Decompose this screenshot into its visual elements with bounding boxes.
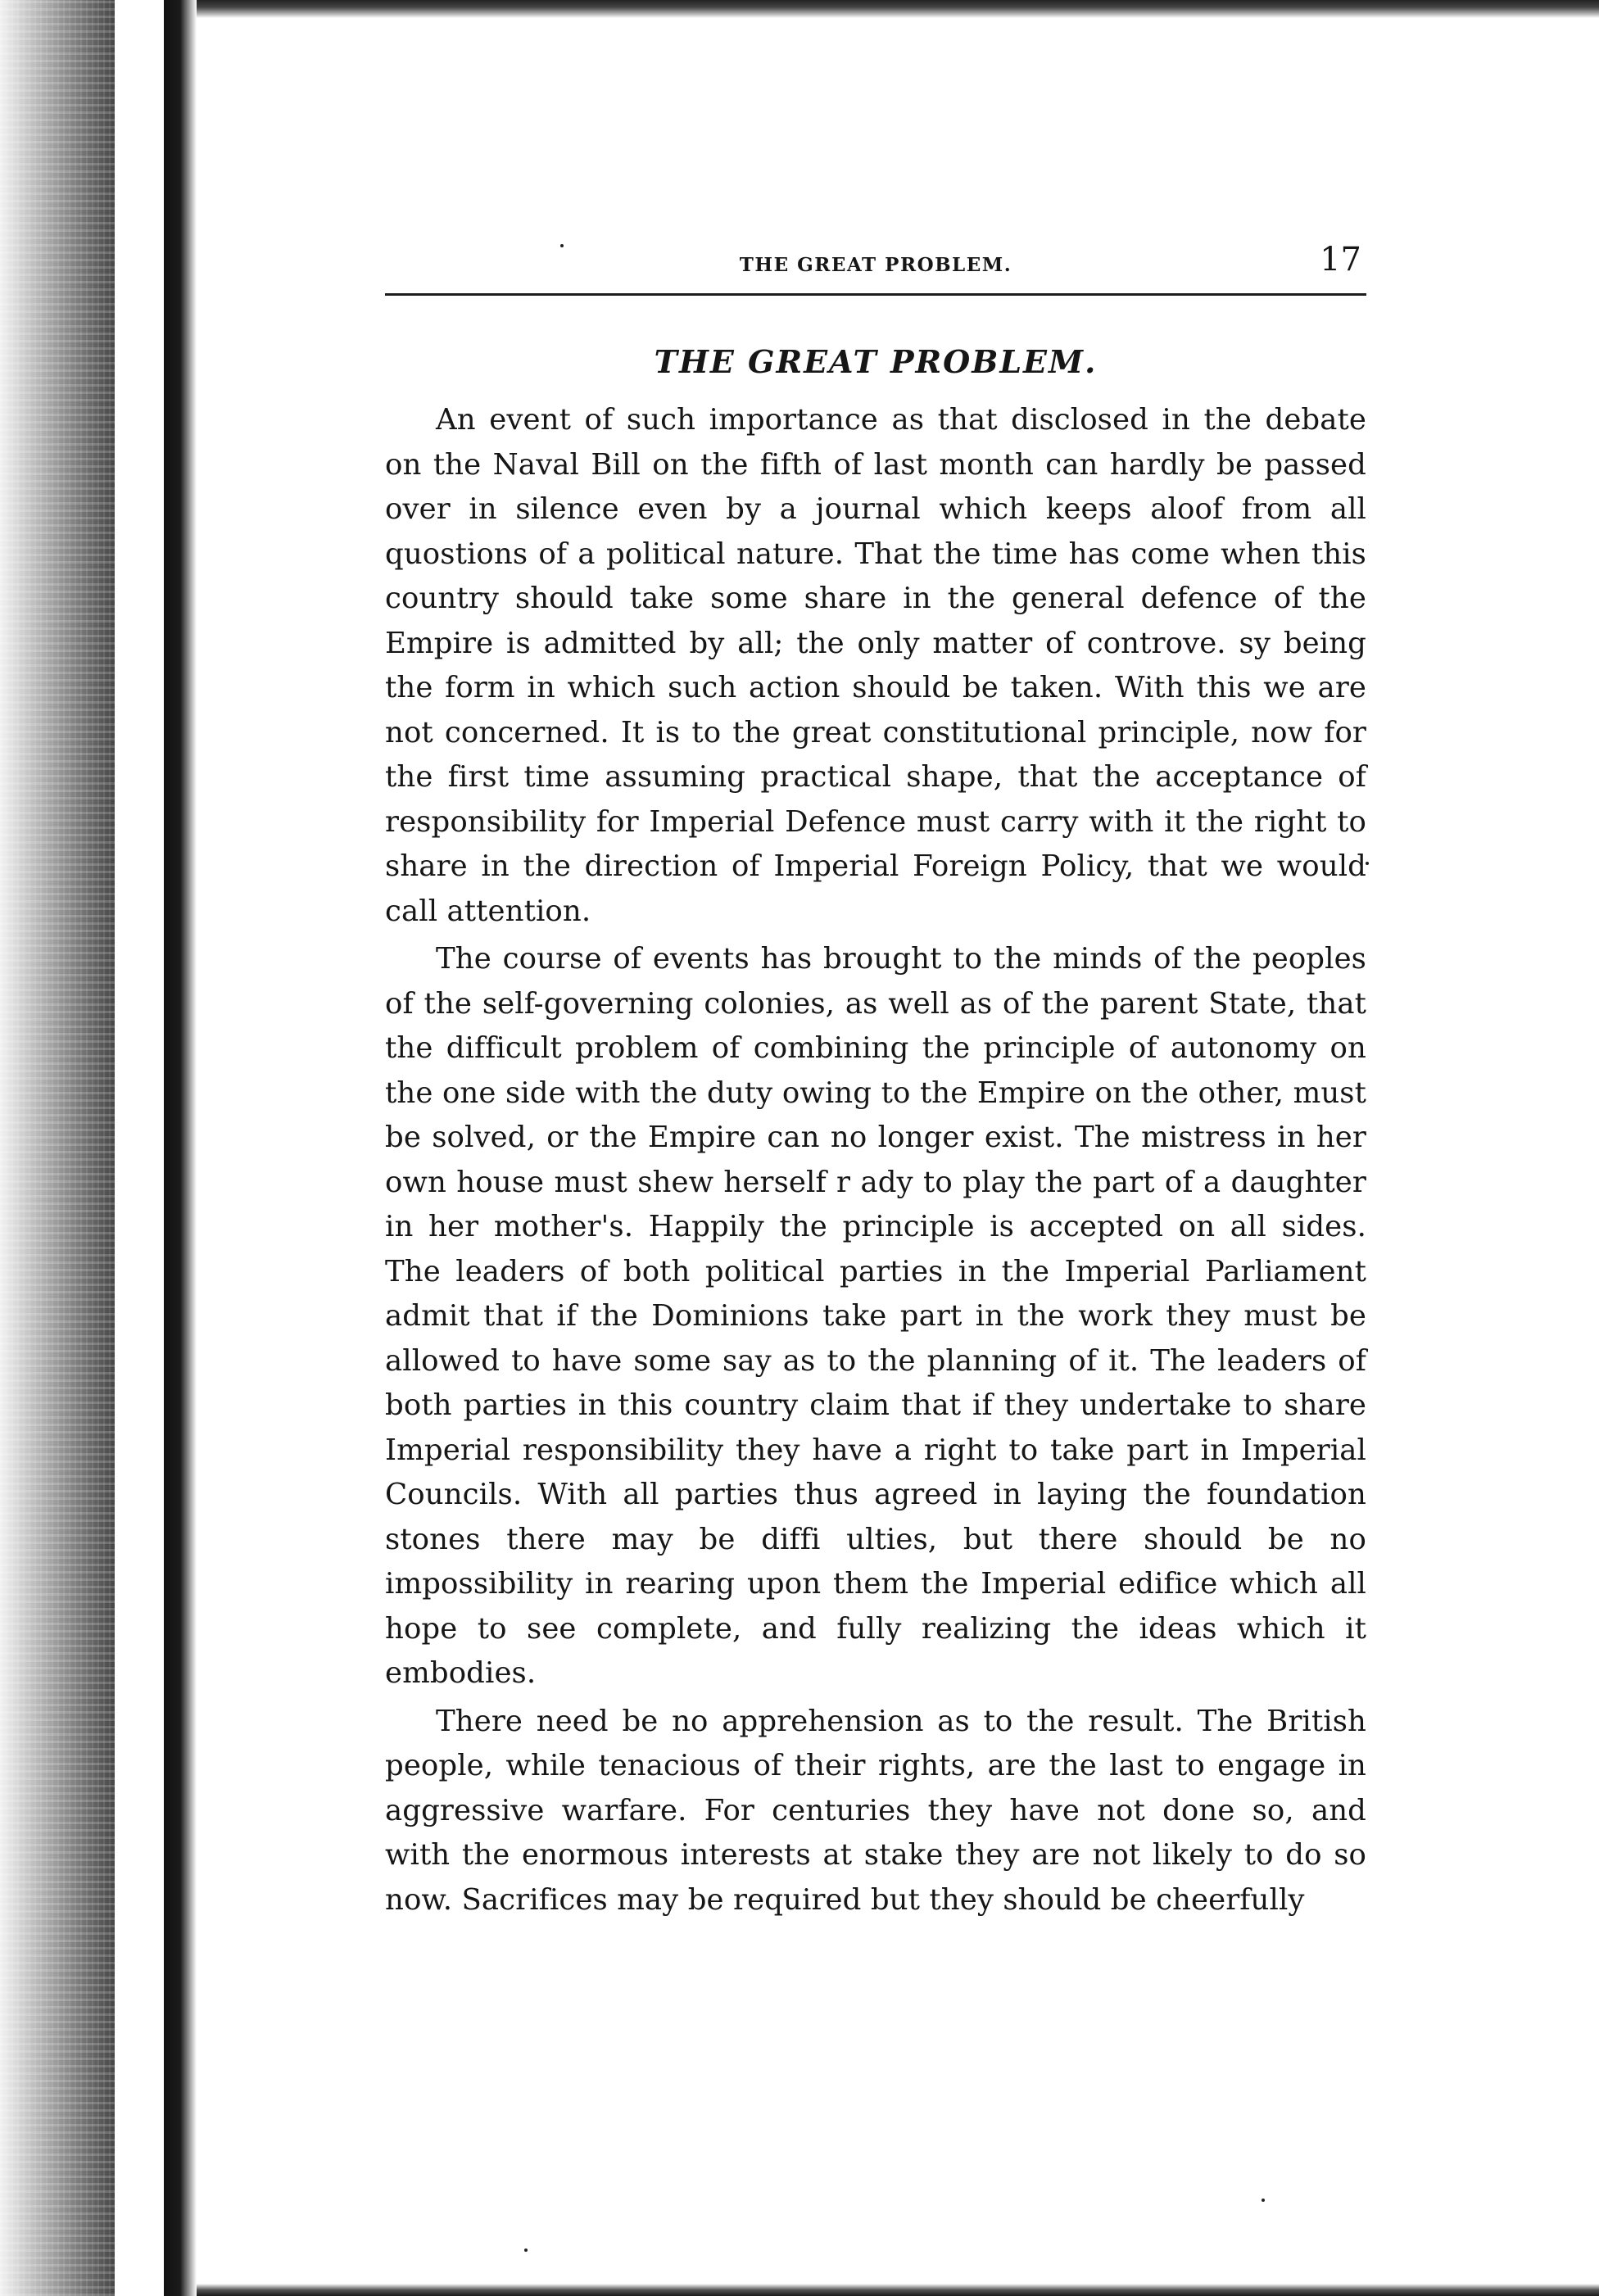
binding-shadow: [164, 0, 197, 2296]
dust-speck: [524, 2248, 528, 2252]
running-head: [385, 238, 1366, 283]
page-number: 17: [1320, 241, 1361, 279]
paragraph-3: There need be no apprehension as to the result. The British people, while tenacious of their rights, are the last to engage in aggressive warfare. For centuries they have not done so, and with the enormous interests at stake they are not likely to do so now. Sacrifices may be required but they should be cheerfully: [385, 1704, 1366, 1917]
top-edge: [197, 0, 1599, 18]
bottom-edge: [197, 2284, 1599, 2296]
page-content: [385, 238, 1366, 1926]
article-title: THE GREAT PROBLEM.: [654, 343, 1098, 380]
header-rule: [385, 293, 1366, 296]
dust-speck: [1262, 2199, 1265, 2202]
running-title: THE GREAT PROBLEM.: [739, 254, 1012, 276]
paragraph-2: The course of events has brought to the minds of the peoples of the self-governing colonies, as well as of the parent State, that the difficult problem of combining the principle of autonomy on the one side with the duty owing to the Empire on the other, must be solved, or the Empire can no longer exist. The mistress in her own house must shew herself r ady to play the part of a daughter in her mother's. Happily the principle is accepted on all sides. The leaders of both political parties in the Imperial Parliament admit that if the Dominions take part in the work they must be allowed to have some say as to the planning of it. The leaders of both parties in this country claim that if they undertake to share Imperial responsibility they have a right to take part in Imperial Councils. With all parties thus agreed in laying the foundation stones there may be diffi ulties, but there should be no impossibility in rearing upon them the Imperial edifice which all hope to see complete, and fully realizing the ideas which it embodies.: [385, 942, 1366, 1690]
paragraph-1: An event of such importance as that disclosed in the debate on the Naval Bill on the fifth of last month can hardly be passed over in silence even by a journal which keeps aloof from all quostions of a political nature. That the time has come when this country should take some share in the general defence of the Empire is admitted by all; the only matter of controve. sy being the form in which such action should be taken. With this we are not concerned. It is to the great constitutional principle, now for the first time assuming practical shape, that the acceptance of responsibility for Imperial Defence must carry with it the right to share in the direction of Imperial Foreign Policy, that we would call attention.: [385, 403, 1366, 928]
binding-edge: [0, 0, 115, 2296]
